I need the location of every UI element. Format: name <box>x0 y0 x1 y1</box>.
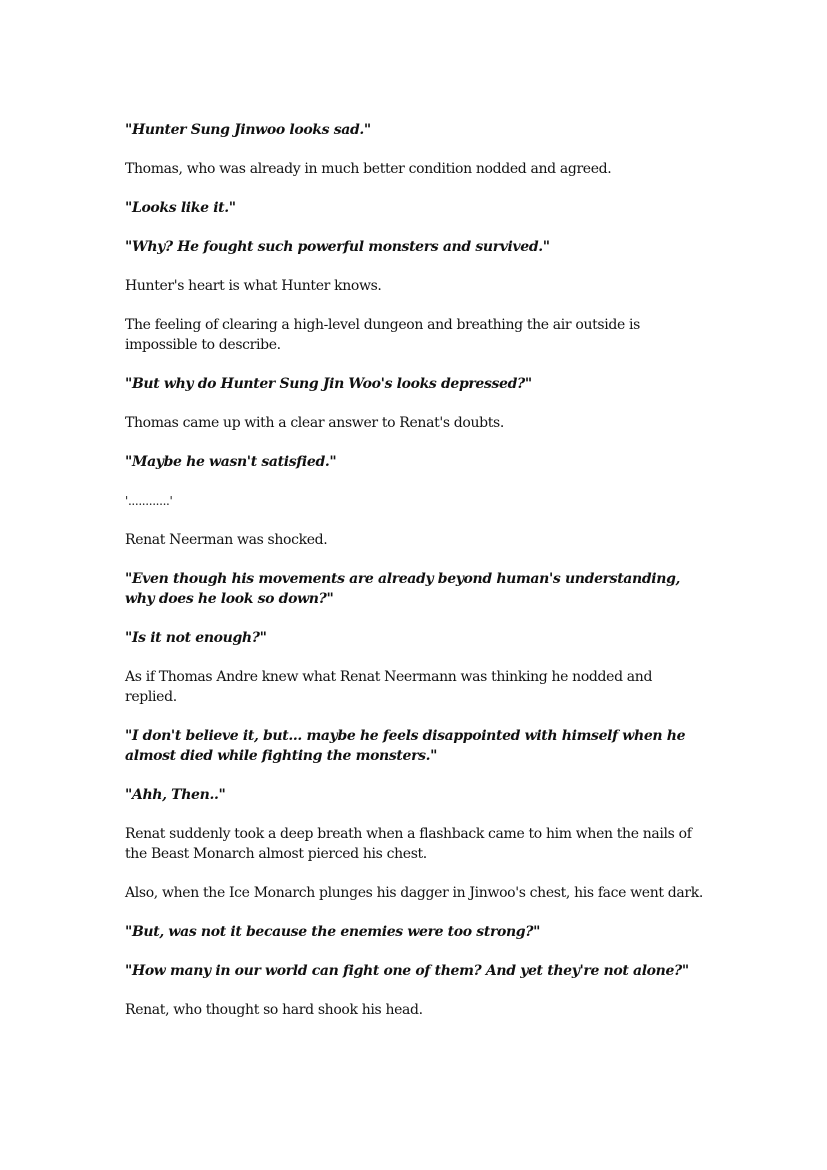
narration-paragraph: Renat, who thought so hard shook his head. <box>125 1002 423 1018</box>
document-body <box>125 120 705 1039</box>
dialogue-line: "I don't believe it, but... maybe he feels disappointed with himself when he almost died while fighting the monsters." <box>125 728 686 764</box>
thought-line: '............' <box>125 494 173 508</box>
dialogue-line: "But, was not it because the enemies were too strong?" <box>125 924 541 940</box>
narration-paragraph: The feeling of clearing a high-level dungeon and breathing the air outside is impossible to describe. <box>125 317 640 353</box>
narration-paragraph: Renat Neerman was shocked. <box>125 532 328 548</box>
narration-paragraph: Renat suddenly took a deep breath when a flashback came to him when the nails of the Beast Monarch almost pierced his chest. <box>125 826 692 862</box>
dialogue-line: "Ahh, Then.." <box>125 787 226 803</box>
dialogue-line: "How many in our world can fight one of them? And yet they're not alone?" <box>125 963 689 979</box>
narration-paragraph: Also, when the Ice Monarch plunges his dagger in Jinwoo's chest, his face went dark. <box>125 885 703 901</box>
dialogue-line: "Even though his movements are already beyond human's understanding, why does he look so down?" <box>125 571 681 607</box>
narration-paragraph: As if Thomas Andre knew what Renat Neermann was thinking he nodded and replied. <box>125 669 653 705</box>
dialogue-line: "Maybe he wasn't satisfied." <box>125 454 337 470</box>
dialogue-line: "Why? He fought such powerful monsters and survived." <box>125 239 550 255</box>
narration-paragraph: Hunter's heart is what Hunter knows. <box>125 278 382 294</box>
dialogue-line: "But why do Hunter Sung Jin Woo's looks depressed?" <box>125 376 532 392</box>
narration-paragraph: Thomas, who was already in much better condition nodded and agreed. <box>125 161 612 177</box>
dialogue-line: "Looks like it." <box>125 200 236 216</box>
dialogue-line: "Hunter Sung Jinwoo looks sad." <box>125 122 371 138</box>
narration-paragraph: Thomas came up with a clear answer to Renat's doubts. <box>125 415 504 431</box>
dialogue-line: "Is it not enough?" <box>125 630 267 646</box>
